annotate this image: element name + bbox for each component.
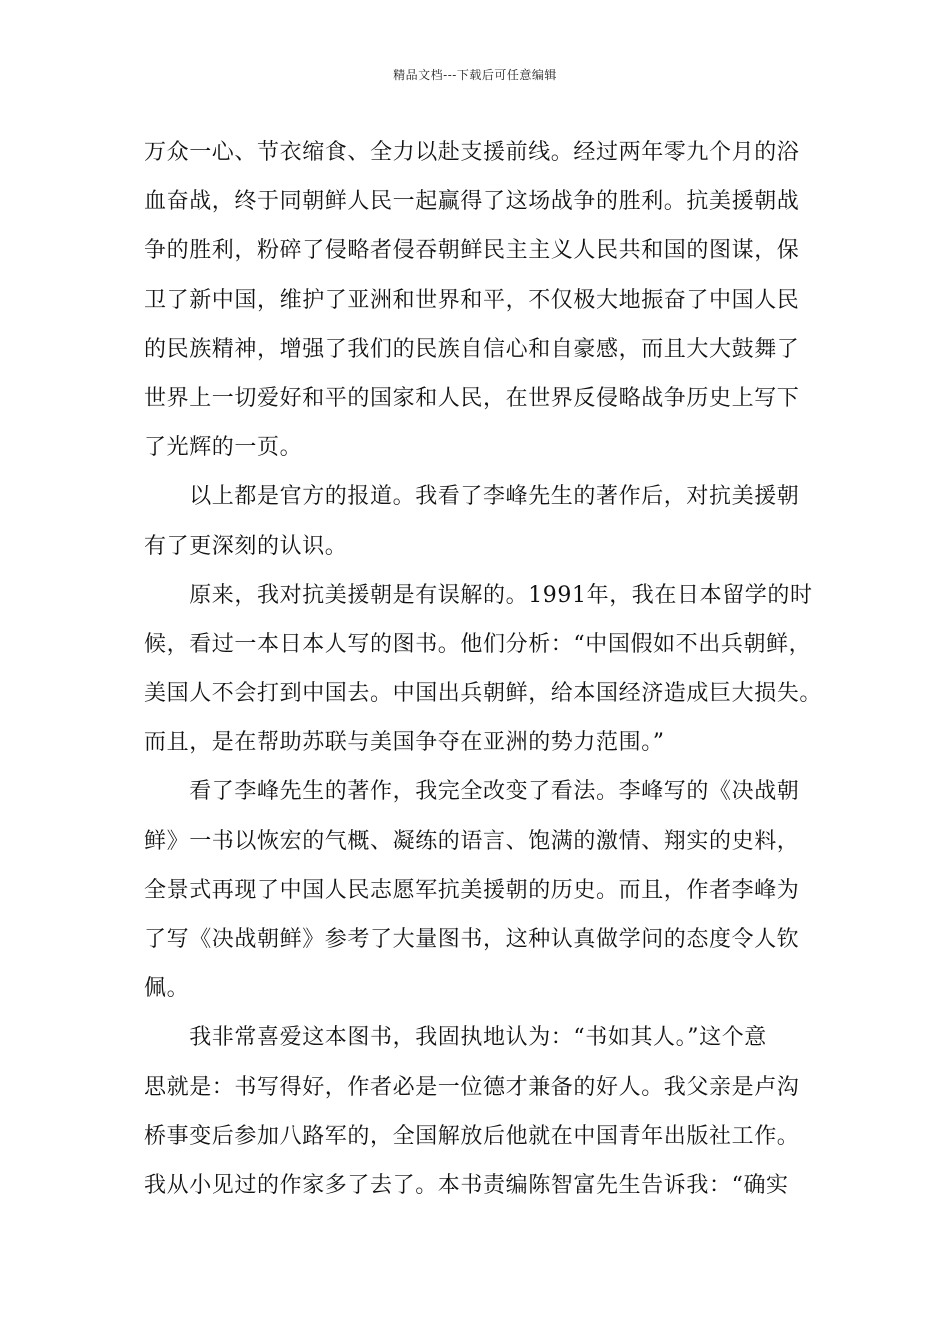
text-line: 以上都是官方的报道。我看了李峰先生的著作后，对抗美援朝 <box>144 484 800 510</box>
text-line: 思就是：书写得好，作者必是一位德才兼备的好人。我父亲是卢沟 <box>144 1074 800 1100</box>
text-line: 我非常喜爱这本图书，我固执地认为：“书如其人。”这个意 <box>144 1025 767 1051</box>
text-line: 万众一心、节衣缩食、全力以赴支援前线。经过两年零九个月的浴 <box>144 140 800 165</box>
text-line: 有了更深刻的认识。 <box>144 533 348 559</box>
paragraph-2 <box>144 472 824 570</box>
text-line: 争的胜利，粉碎了侵略者侵吞朝鲜民主主义人民共和国的图谋，保 <box>144 238 800 264</box>
text-line: 全景式再现了中国人民志愿军抗美援朝的历史。而且，作者李峰为 <box>144 877 800 903</box>
text-line: 佩。 <box>144 976 190 1002</box>
text-line: 而且，是在帮助苏联与美国争夺在亚洲的势力范围。” <box>144 730 665 756</box>
text-line: 原来，我对抗美援朝是有误解的。1991年，我在日本留学的时 <box>144 582 813 608</box>
paragraph-1 <box>144 128 824 472</box>
text-line: 美国人不会打到中国去。中国出兵朝鲜，给本国经济造成巨大损失。 <box>144 681 823 707</box>
text-line: 血奋战，终于同朝鲜人民一起赢得了这场战争的胜利。抗美援朝战 <box>144 189 800 215</box>
paragraph-3 <box>144 571 824 768</box>
text-line: 的民族精神，增强了我们的民族自信心和自豪感，而且大大鼓舞了 <box>144 336 800 362</box>
text-line: 桥事变后参加八路军的，全国解放后他就在中国青年出版社工作。 <box>144 1123 800 1149</box>
text-line: 鲜》一书以恢宏的气概、凝练的语言、饱满的激情、翔实的史料， <box>144 828 800 854</box>
paragraph-4 <box>144 767 824 1013</box>
text-line: 候，看过一本日本人写的图书。他们分析：“中国假如不出兵朝鲜， <box>144 631 812 657</box>
text-line: 了光辉的一页。 <box>144 435 303 461</box>
text-line: 看了李峰先生的著作，我完全改变了看法。李峰写的《决战朝 <box>144 779 800 805</box>
text-line: 卫了新中国，维护了亚洲和世界和平，不仅极大地振奋了中国人民 <box>144 287 800 313</box>
text-line: 我从小见过的作家多了去了。本书责编陈智富先生告诉我：“确实 <box>144 1172 789 1198</box>
text-line: 世界上一切爱好和平的国家和人民，在世界反侵略战争历史上写下 <box>144 385 800 411</box>
document-body <box>144 128 824 1210</box>
page-header: 精品文档---下载后可任意编辑 <box>393 68 557 82</box>
text-line: 了写《决战朝鲜》参考了大量图书，这种认真做学问的态度令人钦 <box>144 927 800 952</box>
paragraph-5 <box>144 1013 824 1210</box>
